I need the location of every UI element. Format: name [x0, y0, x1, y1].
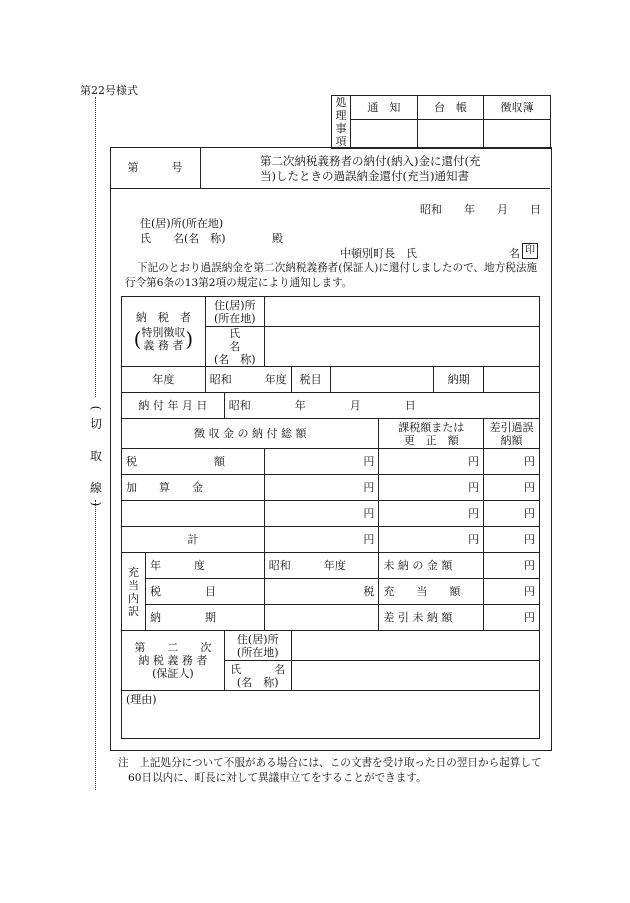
secondary-name-label: 氏 名 (名 称): [224, 661, 291, 691]
corrected-amount-header: 課税額または 更 正 額: [379, 419, 484, 449]
taxpayer-label: 納 税 者 ( 特別徴収 義 務 者 ): [122, 297, 206, 367]
cut-line-label: ( 切 取 線 ): [89, 405, 103, 507]
yen-cell[interactable]: 円: [264, 449, 379, 475]
honorific: 殿: [272, 232, 283, 245]
form-id: 第22号様式: [80, 84, 138, 97]
yen-cell[interactable]: 円: [484, 501, 540, 527]
issue-date: 昭和 年 月 日: [420, 203, 541, 216]
yen-cell[interactable]: 円: [484, 449, 540, 475]
cut-line-upper: [95, 97, 96, 397]
yen-cell[interactable]: 円: [379, 527, 484, 553]
year-label: 年度: [122, 367, 206, 393]
secondary-address-field[interactable]: [291, 631, 539, 661]
yen-cell[interactable]: 円: [484, 475, 540, 501]
issuer: 中頓別町長 氏: [340, 247, 417, 260]
yen-cell[interactable]: 円: [264, 475, 379, 501]
yen-cell[interactable]: 円: [379, 501, 484, 527]
unpaid-amount-label: 未 納 の 金 額: [379, 553, 484, 579]
payment-date-label: 納 付 年 月 日: [122, 393, 225, 419]
process-label: 処 理 事 項: [332, 96, 351, 149]
process-cell[interactable]: [351, 120, 418, 149]
row-blank-label[interactable]: [122, 501, 265, 527]
process-cell[interactable]: [417, 120, 484, 149]
yen-cell[interactable]: 円: [264, 527, 379, 553]
reason-field[interactable]: (理由): [122, 691, 540, 739]
footnote: 注 上記処分について不服がある場合には、この文書を受け取った日の翌日から起算して 60日以内に、町長に対して異議申立てをすることができます。: [118, 757, 542, 784]
form-title: 第二次納税義務者の納付(納入)金に還付(充 当)したときの過誤納金還付(充当)通知書: [260, 154, 481, 183]
year-value[interactable]: 昭和 年度: [205, 367, 291, 393]
row-total-label: 計: [122, 527, 265, 553]
allocation-year-label: 年 度: [145, 553, 264, 579]
allocation-year-value[interactable]: 昭和 年度: [264, 553, 379, 579]
addressee-address-label: 住(居)所(所在地): [140, 217, 224, 230]
tax-item-field[interactable]: [330, 367, 434, 393]
process-col-collection: 徴収簿: [484, 96, 551, 120]
number-label: 第 号: [110, 147, 201, 188]
body-text: 下記のとおり過誤納金を第二次納税義務者(保証人)に還付しましたので、地方税法施 行令第6条の13第2項の規定により通知します。: [125, 262, 538, 289]
allocation-tax-item-value[interactable]: 税: [264, 579, 379, 605]
process-box: [331, 95, 551, 149]
allocation-due-field[interactable]: [264, 605, 379, 631]
row-tax-label: 税 額: [122, 449, 265, 475]
name-label: 氏 名 (名 称): [205, 327, 264, 367]
overpayment-header: 差引過誤納額: [484, 419, 540, 449]
row-penalty-label: 加 算 金: [122, 475, 265, 501]
addressee-name-label: 氏 名(名 称): [140, 232, 226, 245]
payment-date-value[interactable]: 昭和 年 月 日: [224, 393, 539, 419]
header-row: [110, 147, 550, 189]
yen-cell[interactable]: 円: [264, 501, 379, 527]
yen-cell[interactable]: 円: [484, 553, 540, 579]
address-label: 住(居)所 (所在地): [205, 297, 264, 327]
total-payment-header: 徴 収 金 の 納 付 総 額: [122, 419, 379, 449]
allocation-tax-item-label: 税 目: [145, 579, 264, 605]
main-table: [121, 296, 540, 739]
issuer-name-suffix: 名: [509, 247, 520, 260]
cut-line-lower: [95, 500, 96, 790]
secondary-address-label: 住(居)所 (所在地): [224, 631, 291, 661]
yen-cell[interactable]: 円: [379, 449, 484, 475]
due-field[interactable]: [484, 367, 540, 393]
taxpayer-address-field[interactable]: [264, 297, 539, 327]
process-col-notice: 通 知: [351, 96, 418, 120]
allocation-due-label: 納 期: [145, 605, 264, 631]
yen-cell[interactable]: 円: [484, 527, 540, 553]
yen-cell[interactable]: 円: [379, 475, 484, 501]
applied-amount-label: 充 当 額: [379, 579, 484, 605]
tax-item-label: 税目: [291, 367, 330, 393]
secondary-taxpayer-label: 第 二 次 納 税 義 務 者 (保証人): [122, 631, 225, 691]
due-label: 納期: [434, 367, 484, 393]
secondary-name-field[interactable]: [291, 661, 539, 691]
process-col-ledger: 台 帳: [417, 96, 484, 120]
yen-cell[interactable]: 円: [484, 579, 540, 605]
seal-box: 印: [522, 243, 538, 259]
allocation-side-label: 充 当 内 訳: [122, 553, 146, 631]
remaining-unpaid-label: 差 引 未 納 額: [379, 605, 484, 631]
yen-cell[interactable]: 円: [484, 605, 540, 631]
process-cell[interactable]: [484, 120, 551, 149]
taxpayer-name-field[interactable]: [264, 327, 539, 367]
